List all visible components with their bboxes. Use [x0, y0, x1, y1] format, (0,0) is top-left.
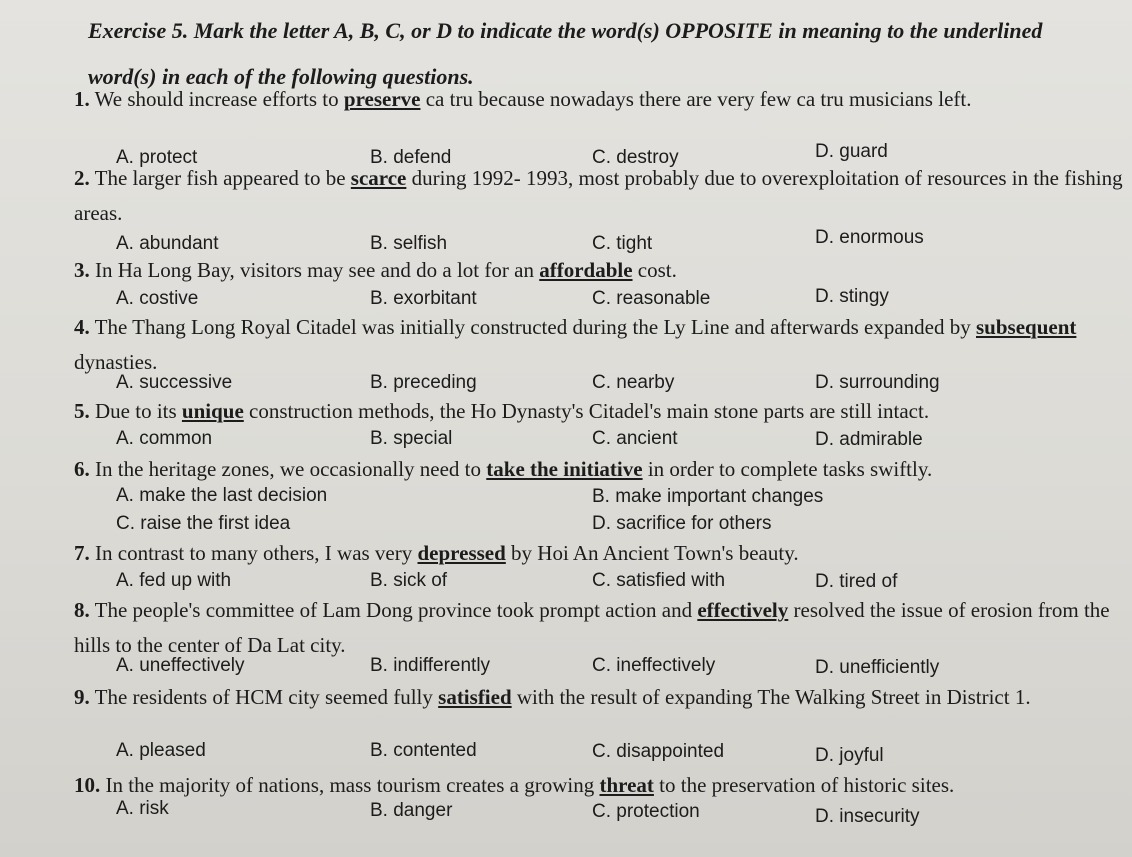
question-8: 8. The people's committee of Lam Dong province took prompt action and effectively resolved the issue of erosion from the hills to the center of Da Lat city. [74, 598, 1110, 657]
option-b: B. exorbitant [370, 288, 477, 309]
underlined-word: depressed [417, 541, 506, 565]
underlined-word: preserve [343, 87, 421, 111]
option-c: C. satisfied with [592, 570, 726, 591]
option-a: A. protect [116, 147, 198, 168]
option-b: B. selfish [370, 233, 448, 254]
underlined-word: effectively [697, 598, 789, 622]
option-d: D. sacrifice for others [592, 513, 772, 534]
question-number: 7. [74, 541, 90, 565]
question-7: 7. In contrast to many others, I was very depressed by Hoi An Ancient Town's beauty. [74, 541, 799, 565]
option-a: A. common [116, 428, 213, 449]
option-d: D. joyful [815, 745, 884, 766]
option-d: D. admirable [815, 429, 923, 450]
option-b: B. indifferently [370, 655, 491, 676]
option-d: D. enormous [815, 227, 924, 248]
question-number: 6. [74, 457, 90, 481]
option-b: B. danger [370, 800, 453, 821]
option-c: C. raise the first idea [116, 513, 291, 534]
option-c: C. reasonable [592, 288, 711, 309]
option-a: A. risk [116, 798, 169, 819]
option-c: C. ancient [592, 428, 678, 449]
option-c: C. destroy [592, 147, 679, 168]
underlined-word: satisfied [438, 685, 512, 709]
question-3: 3. In Ha Long Bay, visitors may see and do a lot for an affordable cost. [74, 258, 677, 282]
question-number: 9. [74, 685, 90, 709]
underlined-word: take the initiative [486, 457, 643, 481]
question-number: 4. [74, 315, 90, 339]
option-c: C. tight [592, 233, 653, 254]
question-9: 9. The residents of HCM city seemed fully satisfied with the result of expanding The Walking Street in District 1. [74, 685, 1031, 709]
option-c: C. protection [592, 801, 700, 822]
question-number: 10. [74, 773, 101, 797]
option-d: D. insecurity [815, 806, 920, 827]
question-2: 2. The larger fish appeared to be scarce during 1992- 1993, most probably due to overexploitation of resources in the fishing areas. [74, 166, 1123, 225]
option-a: A. abundant [116, 233, 219, 254]
question-number: 3. [74, 258, 90, 282]
question-number: 1. [74, 87, 90, 111]
option-d: D. tired of [815, 571, 898, 592]
option-b: B. special [370, 428, 453, 449]
question-number: 8. [74, 598, 90, 622]
question-number: 2. [74, 166, 90, 190]
option-b: B. contented [370, 740, 477, 761]
option-b: B. defend [370, 147, 452, 168]
underlined-word: affordable [539, 258, 633, 282]
question-6: 6. In the heritage zones, we occasionally need to take the initiative in order to complete tasks swiftly. [74, 457, 933, 481]
underlined-word: threat [599, 773, 654, 797]
question-4: 4. The Thang Long Royal Citadel was initially constructed during the Ly Line and afterwards expanded by subsequent dynasties. [74, 315, 1077, 374]
option-d: D. unefficiently [815, 657, 940, 678]
question-number: 5. [74, 399, 90, 423]
underlined-word: scarce [350, 166, 407, 190]
underlined-word: unique [181, 399, 244, 423]
exercise-title: Exercise 5. Mark the letter A, B, C, or D to indicate the word(s) OPPOSITE in meaning to the underlined word(s) in each of the following questions. [88, 18, 1043, 89]
underlined-word: subsequent [976, 315, 1077, 339]
option-c: C. nearby [592, 372, 675, 393]
option-d: D. guard [815, 141, 888, 162]
option-a: A. successive [116, 372, 233, 393]
option-d: D. stingy [815, 286, 889, 307]
option-a: A. uneffectively [116, 655, 245, 676]
option-b: B. preceding [370, 372, 477, 393]
question-5: 5. Due to its unique construction methods, the Ho Dynasty's Citadel's main stone parts are still intact. [74, 399, 930, 423]
option-b: B. make important changes [592, 486, 824, 507]
option-c: C. disappointed [592, 741, 725, 762]
question-1: 1. We should increase efforts to preserve ca tru because nowadays there are very few ca tru musicians left. [74, 87, 972, 111]
option-a: A. fed up with [116, 570, 232, 591]
option-a: A. make the last decision [116, 485, 328, 506]
option-d: D. surrounding [815, 372, 940, 393]
option-a: A. pleased [116, 740, 206, 761]
question-10: 10. In the majority of nations, mass tourism creates a growing threat to the preservation of historic sites. [74, 773, 955, 797]
option-a: A. costive [116, 288, 199, 309]
option-c: C. ineffectively [592, 655, 716, 676]
option-b: B. sick of [370, 570, 448, 591]
